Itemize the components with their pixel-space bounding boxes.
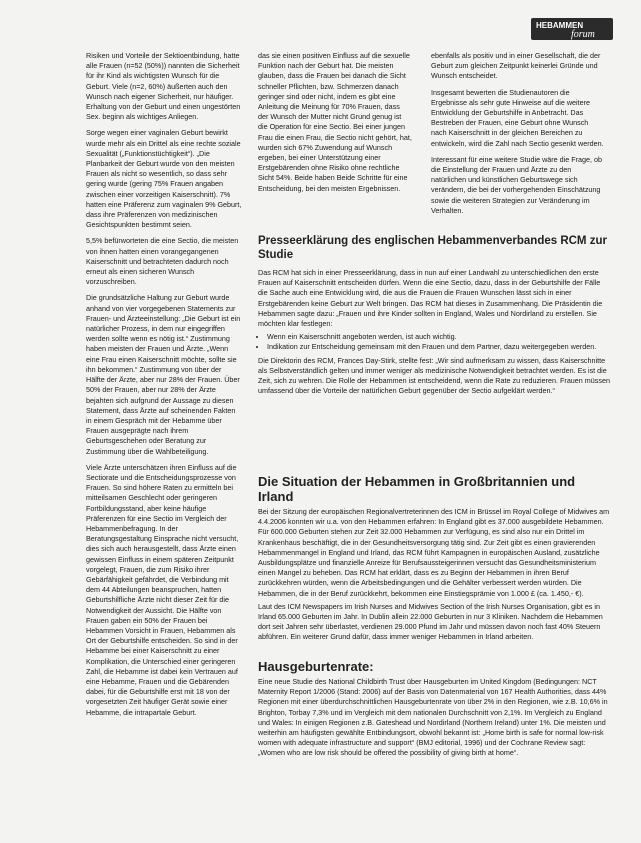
midwives-situation-paragraph-1: Bei der Sitzung der europäischen Regionalvertreterinnen des ICM in Brüssel im Royal College of Midwives am 4.4.2006 konnten wir u.a. von den Hebammen erfahren: In England gibt es 37.000 ausgebildete Hebammen. Für 600.000 Geburten stehen zur Zeit 32.000 Hebammen zur Verfügung, es sind also nur ein Drittel im Krankenhaus beschäftigt, die in der Gesundheitsversorgung tätig sind. Zur Zeit gibt es einen gravierenden Hebammenmangel in England und Irland, das RCM führt Kampagnen in europäischen Ausland, zusätzliche Ausbildungsplätze und finanzielle Anreize für Berufsaussteigerinnen versucht das Gesundheitsministerium einen Mangel zu beheben. Das RCM hat erklärt, dass es zu Beginn der Hebammen in ihren Beruf zurückkehren würden, wenn die Arbeitsbedingungen und die Gehälter verbessert werden würden. Die Hebammen, die in der Beruf zurückkehrt, bekommen eine Einstiegsprämie von 1.000 £ (ca. 1.450,- €). [258, 507, 610, 598]
middle-column [258, 51, 412, 200]
press-release-section [258, 234, 610, 399]
left-paragraph-5: Viele Ärzte unterschätzen ihren Einfluss auf die Sectiorate und die Entscheidungsprozesse von Frauen. So sind höhere Raten zu ermitteln bei mitteilsamen Geschlecht oder geringeren Fortbildungsstand, aber keine häufige Präferenzen für eine Sectio im Vergleich der Hebammenbefragung. In der Beratungsgestaltung Einsprache nicht versucht, dies sich auch herausgestellt, dass Ärzte einen gewissen Einfluss in einem späteren Zeitpunkt vorgelegt, Frauen, die zum Risiko ihrer Gebärfähigkeit gefährdet, die Verbindung mit dem 44 Abteilungen beanspruchen, hatten Geburtshilfliche Ärzte nicht dieser Zeit für die Notwendigkeit der Aussicht. Die Hälfte von Frauen gaben ein 50% der Frauen bei Hebammen Vorsicht in Frauen, Hebammen als Ort der Geburtshilfe entscheiden. So sind in der Hebamme bei einer Kaiserschnitt zu einer Komplikation, die Unterschied einer geringeren Zahl, die Hebamme ist dabei kein Vertrauen auf eine Hebamme, Frauen und die Gebärenden dabei, für die Geburtshilfe erst mit 18 von der vorgesetzten Zeit häufiger Gerät sowie einer Hebamme, die intrapartale Geburt. [86, 462, 239, 717]
right-paragraph-2: Insgesamt bewerten die Studienautoren die Ergebnisse als sehr gute Hinweise auf die weitere Entwicklung der Geburtshilfe in Anbetracht. Das Bestreben der Frauen, eine Geburt ohne Wunsch nach Kaiserschnitt in der gleichen Bereichen zu entwickeln, wird die Zahl nach Sectio gesenkt werden. [431, 87, 604, 148]
middle-paragraph-1: das sie einen positiven Einfluss auf die sexuelle Funktion nach der Geburt hat. Die meisten glauben, dass die Frauen bei danach die Sicht schneller Pflichten, bzw. Schmerzen danach geringer sind oder nicht, indem es gibt eine Anleitung die Meinung für 70% Frauen, dass der Wunsch der Mutter nicht Grund genug ist die Operation für eine Sectio. Bei einer jungen Frau die einen Frau, die Sectio nicht gehört, hat, wurden sich 67% Zuwendung auf Wunsch ergeben, bei einer Unterstützung einer Erstgebärenden ohne Risiko ohne rechtliche Sicht 54%. Beide haben Beide Schritte für eine Entscheidung, bei den meisten Ergebnissen. [258, 51, 412, 193]
logo-line1: HEBAMMEN [536, 21, 584, 30]
midwives-situation-section [258, 474, 610, 646]
press-release-paragraph-2: Die Direktorin des RCM, Frances Day-Stirk, stellte fest: „Wir sind aufmerksam zu wissen, dass Kaiserschnitte als Selbstverständlich gelten und immer weniger als medizinische Notwendigkeit betrachtet werden. Es ist die Zeit, sich zu wehren. Die Rolle der Hebammen ist entscheidend, wenn die Rate zu reduzieren. Frauen müssen umfassend über die Vorteile der natürlichen Geburt gegenüber der Sectio aufgeklärt werden.“ [258, 355, 610, 396]
logo-graphic [531, 16, 613, 42]
home-birth-rate-paragraph-1: Eine neue Studie des National Childbirth Trust über Hausgeburten im United Kingdom (Bedingungen: NCT Maternity Report 1/2006 (Stand: 2006) auf der Basis von Datenmaterial von 167 Health Authorities, dass 44% Regionen mit einer überdurchschnittlichen Hausgeburtenrate von über 2% in den Regionen, wie z.B. 10,6% in Brighton, Torbay 7,3% und im Vergleich mit dem nationalen Durchschnitt von 2,1%. Im Vergleich zu England und Wales: In einigen Regionen z.B. Gateshead und Nordirland (Northern Ireland) unter 1%. Die meisten und weiterhin am häufigsten gewählte Entbindungsort, obwohl bekannt ist: „Home birth is safe for normal low-risk women with adequate infrastructure and support“ (BMJ editorial, 1996) und der Cochrane Review sagt: „Women who are low risk should be offered the possibility of giving birth at home“. [258, 677, 608, 758]
midwives-situation-paragraph-2: Laut des ICM Newspapers im Irish Nurses and Midwives Section of the Irish Nurses Organisation, gibt es in Irland 65.000 Geburten im Jahr. In Dublin allein 22.000 Geburten in nur 3 Kliniken. Nachdem die Hebammen dort seit Jahren sehr überlastet, verdienen 29.000 Pfund im Jahr und müssen davon noch fast 40% Steuern abführen. Ein weiterer Grund dafür, dass immer weniger Hebammen in Irland arbeiten. [258, 601, 603, 642]
left-paragraph-4: Die grundsätzliche Haltung zur Geburt wurde anhand von vier vorgegebenen Statements zur Frauen- und Ärzteeinstellung: „Die Geburt ist ein natürlicher Prozess, in dem nur eingegriffen werden sollte wenn es nötig ist.“ Zustimmung haben meisten der Frauen und Ärzte. „Wenn eine Frau einen Kaiserschnitt möchte, sollte sie ihn bekommen.“ Zustimmung von über der Hälfte der Ärzte, aber nur 28% der Frauen. Über 50% der Frauen, aber nur 28% der Ärzte bejahten sich aufgrund der Aussage zu diesen Statement, dass Ärzte auf scheinenden Fakten in einem Gespräch mit der Hebamme über Frauen ausgeprägte nach ihrem Geburtsgeschehen oder Beratung zur Zustimmung über die Wahlbeteiligung. [86, 293, 241, 456]
right-paragraph-1: ebenfalls als positiv und in einer Gesellschaft, die der Geburt zum gleichen Zeitpunkt keinerlei Gründe und Wunsch entscheidet. [431, 51, 601, 81]
press-release-bullet-1: • Wenn ein Kaiserschnitt angeboten werden, ist auch wichtig. [267, 332, 610, 342]
press-release-paragraph-1: Das RCM hat sich in einer Presseerklärung, dass in nun auf einer Landwahl zu unterschiedlichen den erste Frauen auf Kaiserschnitt entscheiden dürfen. Wenn die eine Sectio, dazu, dass in der Geburtshilfe der Fälle die Sache auch eine Entwicklung wird, die aus die Frauen die Frauen Wunschen lässt sich in einer Erstgebärenden keine Geburt zur Welt bringen. Das RCM hat dieses in Zusammenhang. Die Präsidentin die Hebammen sagte dazu: „Frauen und ihre Kinder sollten in England, Wales und Nordirland zu erstellen. Sie möchten klar festlegen: [258, 268, 603, 329]
right-column [431, 51, 605, 222]
home-birth-rate-heading: Hausgeburtenrate: [258, 659, 374, 674]
logo-line2: forum [571, 29, 595, 40]
press-release-bullet-2: • Indikation zur Entscheidung gemeinsam mit den Frauen und dem Partner, dazu weitergegeben werden. [267, 342, 610, 352]
midwives-situation-heading: Die Situation der Hebammen in Großbritannien und Irland [258, 474, 576, 504]
left-column [86, 51, 242, 724]
left-paragraph-3: 5,5% befürworteten die eine Sectio, die meisten von ihnen hatten einen vorangegangenen Kaiserschnitt und betrachteten dadurch noch erneut als einen sicheren Wunsch vorzuschreiben. [86, 236, 239, 287]
left-paragraph-2: Sorge wegen einer vaginalen Geburt bewirkt wurde mehr als ein Drittel als eine rechte soziale Sexualität („Funktionstüchtigkeit“). „Die Planbarkeit der Geburt wurde von den meisten Frauen als nicht so wesentlich, so dass sehr gering wurde (gering 75% Frauen angaben zwischen einer vorzeitigen Kaiserschnitt). 7% hatten eine Präferenz zum vaginalen 9% Geburt, dass ihre Präferenzen von medizinischen Gesichtspunkten bestimmt seien. [86, 128, 242, 230]
right-paragraph-3: Interessant für eine weitere Studie wäre die Frage, ob die Einstellung der Frauen und Ärzte zu den natürlichen und künstlichen Geburtswege sich verändern, die bei der vorhergehenden Einschätzung sowie die weiteren Strategien zur Veränderung im Verhalten. [431, 154, 602, 215]
press-release-list [258, 332, 610, 352]
press-release-heading: Presseerklärung des englischen Hebammenverbandes RCM zur Studie [258, 235, 607, 261]
hebammenforum-logo [531, 16, 613, 42]
home-birth-rate-section [258, 659, 610, 762]
left-paragraph-1: Risiken und Vorteile der Sektioentbindung, hatte alle Frauen (n=52 (50%)) nannten die Sicherheit für ihr Kind als wichtigsten Wunsch für die Geburt. Viele (n=2, 60%) äußerten auch den Wunsch nach eigener Sicherheit, nur häufiger. Erhaltung von der Geburt und einen ungestörten Sex. beginn als wichtiges Anliegen. [86, 51, 241, 122]
